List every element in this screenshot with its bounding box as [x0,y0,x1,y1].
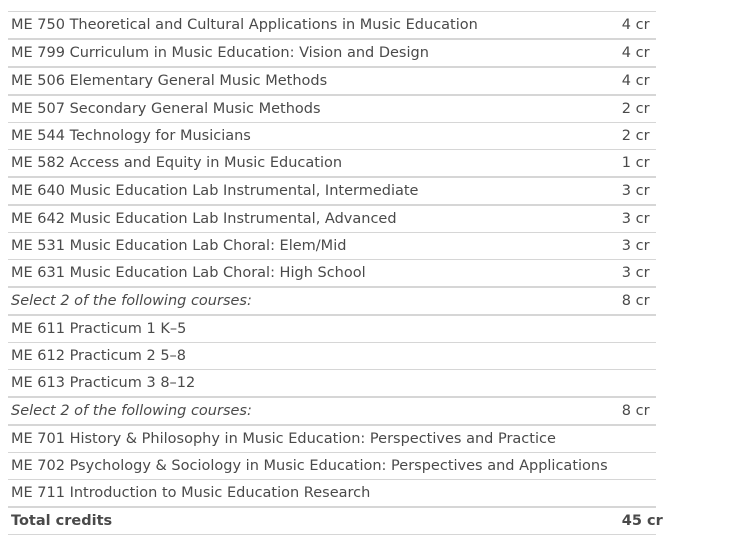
course-name: ME 640 Music Education Lab Instrumental, Intermediate [8,177,615,205]
course-name: ME 701 History & Philosophy in Music Education: Perspectives and Practice [8,425,615,453]
course-credits: 8 cr [615,397,656,425]
course-credits [615,480,656,508]
course-row [8,177,656,205]
course-row [8,123,656,150]
course-credits: 2 cr [615,95,656,123]
course-name: ME 612 Practicum 2 5–8 [8,343,615,370]
course-row [8,150,656,178]
course-credits: 4 cr [615,39,656,67]
course-row [8,67,656,95]
course-name: ME 506 Elementary General Music Methods [8,67,615,95]
course-name: ME 711 Introduction to Music Education Research [8,480,615,508]
course-credits: 3 cr [615,205,656,233]
course-credits: 8 cr [615,287,656,315]
course-credits [615,370,656,398]
course-name: ME 611 Practicum 1 K–5 [8,315,615,343]
course-row [8,453,656,480]
course-credits: 4 cr [615,67,656,95]
course-requirements-table [8,11,663,535]
course-name: ME 544 Technology for Musicians [8,123,615,150]
course-credits [615,315,656,343]
course-name: ME 799 Curriculum in Music Education: Vision and Design [8,39,615,67]
course-credits: 3 cr [615,260,656,288]
course-table-body [8,12,663,535]
course-name: ME 613 Practicum 3 8–12 [8,370,615,398]
course-credits [615,453,656,480]
course-credits [615,425,656,453]
course-name: ME 582 Access and Equity in Music Education [8,150,615,178]
course-row [8,205,656,233]
course-row [8,39,656,67]
course-name: ME 531 Music Education Lab Choral: Elem/Mid [8,233,615,260]
course-name: ME 750 Theoretical and Cultural Applications in Music Education [8,12,615,40]
course-row [8,12,656,40]
select-instruction-text: Select 2 of the following courses: [8,397,615,425]
course-credits: 1 cr [615,150,656,178]
course-row [8,480,656,508]
course-row [8,260,656,288]
course-credits: 3 cr [615,233,656,260]
select-instruction-text: Select 2 of the following courses: [8,287,615,315]
course-row [8,95,656,123]
total-credits-row [8,507,656,535]
total-credits-value: 45 cr [615,507,656,535]
course-row [8,315,656,343]
course-credits: 4 cr [615,12,656,40]
course-credits: 2 cr [615,123,656,150]
course-name: ME 642 Music Education Lab Instrumental, Advanced [8,205,615,233]
course-credits [615,343,656,370]
course-row [8,233,656,260]
course-credits: 3 cr [615,177,656,205]
course-name: ME 702 Psychology & Sociology in Music Education: Perspectives and Applications [8,453,615,480]
course-row [8,343,656,370]
course-row [8,370,656,398]
total-credits-label: Total credits [8,507,615,535]
course-name: ME 507 Secondary General Music Methods [8,95,615,123]
select-courses-row [8,287,656,315]
course-row [8,425,656,453]
select-courses-row [8,397,656,425]
course-name: ME 631 Music Education Lab Choral: High School [8,260,615,288]
